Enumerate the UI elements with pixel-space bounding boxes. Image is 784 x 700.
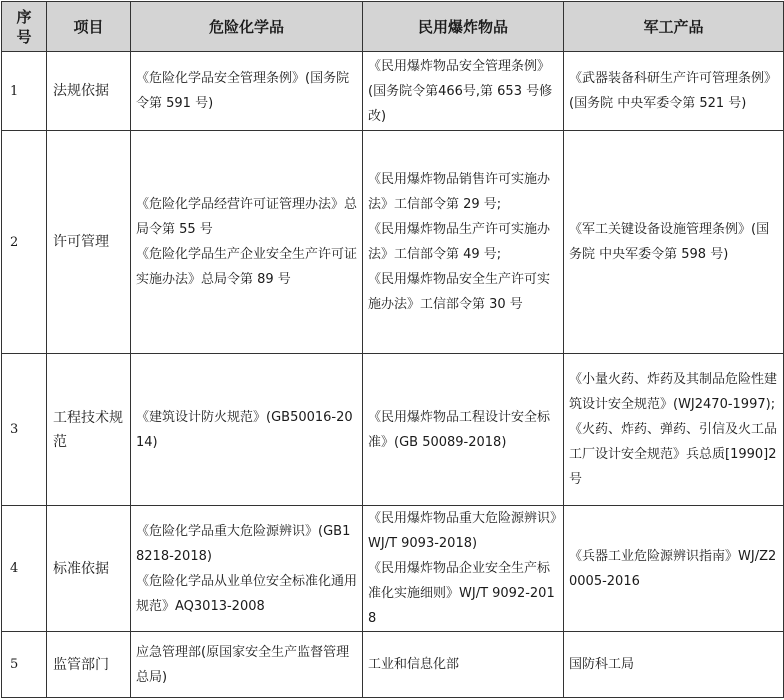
- table-row: [2, 632, 784, 698]
- header-mil: 军工产品: [564, 2, 784, 52]
- row-no: 1: [2, 52, 47, 131]
- row-item: 监管部门: [47, 632, 131, 698]
- row-civil: [363, 354, 564, 506]
- row-chem: [131, 632, 363, 698]
- cell-text: 《民用爆炸物品企业安全生产标准化实施细则》WJ/T 9092-2018: [368, 561, 555, 626]
- row-item: 法规依据: [47, 52, 131, 131]
- header-row: [2, 2, 784, 52]
- header-item: 项目: [47, 2, 131, 52]
- row-no: 4: [2, 506, 47, 632]
- cell-text: 《民用爆炸物品安全生产许可实施办法》工信部令第 30 号: [368, 272, 551, 312]
- row-mil: [564, 354, 784, 506]
- regulation-comparison-table: [1, 1, 784, 698]
- row-civil: [363, 632, 564, 698]
- row-item: 许可管理: [47, 131, 131, 354]
- cell-text: 《民用爆炸物品安全管理条例》(国务院令第466号,第 653 号修改): [368, 58, 553, 124]
- row-mil: [564, 632, 784, 698]
- table-row: [2, 506, 784, 632]
- cell-text: 《军工关键设备设施管理条例》(国务院 中央军委令第 598 号): [569, 222, 770, 262]
- cell-text: 《火药、炸药、弹药、引信及火工品工厂设计安全规范》兵总质[1990]2 号: [569, 422, 778, 487]
- row-mil: [564, 131, 784, 354]
- row-civil: [363, 506, 564, 632]
- row-civil: [363, 131, 564, 354]
- cell-text: 《危险化学品生产企业安全生产许可证实施办法》总局令第 89 号: [136, 247, 358, 287]
- header-no: 序号: [2, 2, 47, 52]
- cell-text: 《危险化学品经营许可证管理办法》总局令第 55 号: [136, 197, 358, 237]
- cell-text: 《危险化学品从业单位安全标准化通用规范》AQ3013-2008: [136, 573, 358, 614]
- table-row: [2, 354, 784, 506]
- cell-text: 《民用爆炸物品工程设计安全标准》(GB 50089-2018): [368, 409, 551, 450]
- cell-text: 《小量火药、炸药及其制品危险性建筑设计安全规范》(WJ2470-1997);: [569, 372, 778, 412]
- row-civil: [363, 52, 564, 131]
- row-item: 标准依据: [47, 506, 131, 632]
- cell-text: 《民用爆炸物品销售许可实施办法》工信部令第 29 号;: [368, 172, 551, 212]
- row-chem: [131, 506, 363, 632]
- table-row: [2, 131, 784, 354]
- row-no: 3: [2, 354, 47, 506]
- cell-text: 《民用爆炸物品生产许可实施办法》工信部令第 49 号;: [368, 222, 551, 262]
- cell-text: 《武器装备科研生产许可管理条例》(国务院 中央军委令第 521 号): [569, 71, 778, 111]
- header-chem: 危险化学品: [131, 2, 363, 52]
- cell-text: 《兵器工业危险源辨识指南》WJ/Z20005-2016: [569, 548, 777, 589]
- cell-text: 《危险化学品重大危险源辨识》(GB18218-2018): [136, 523, 351, 564]
- cell-text: 《民用爆炸物品重大危险源辨识》WJ/T 9093-2018): [368, 511, 557, 551]
- row-mil: [564, 52, 784, 131]
- row-no: 2: [2, 131, 47, 354]
- cell-text: 《建筑设计防火规范》(GB50016-2014): [136, 409, 353, 450]
- row-chem: [131, 131, 363, 354]
- row-chem: [131, 354, 363, 506]
- row-mil: [564, 506, 784, 632]
- cell-text: 应急管理部(原国家安全生产监督管理总局): [136, 644, 350, 685]
- table-row: [2, 52, 784, 131]
- row-item: 工程技术规范: [47, 354, 131, 506]
- header-civil: 民用爆炸物品: [363, 2, 564, 52]
- row-chem: [131, 52, 363, 131]
- row-no: 5: [2, 632, 47, 698]
- cell-text: 国防科工局: [569, 657, 635, 672]
- cell-text: 《危险化学品安全管理条例》(国务院令第 591 号): [136, 71, 350, 111]
- cell-text: 工业和信息化部: [368, 657, 460, 672]
